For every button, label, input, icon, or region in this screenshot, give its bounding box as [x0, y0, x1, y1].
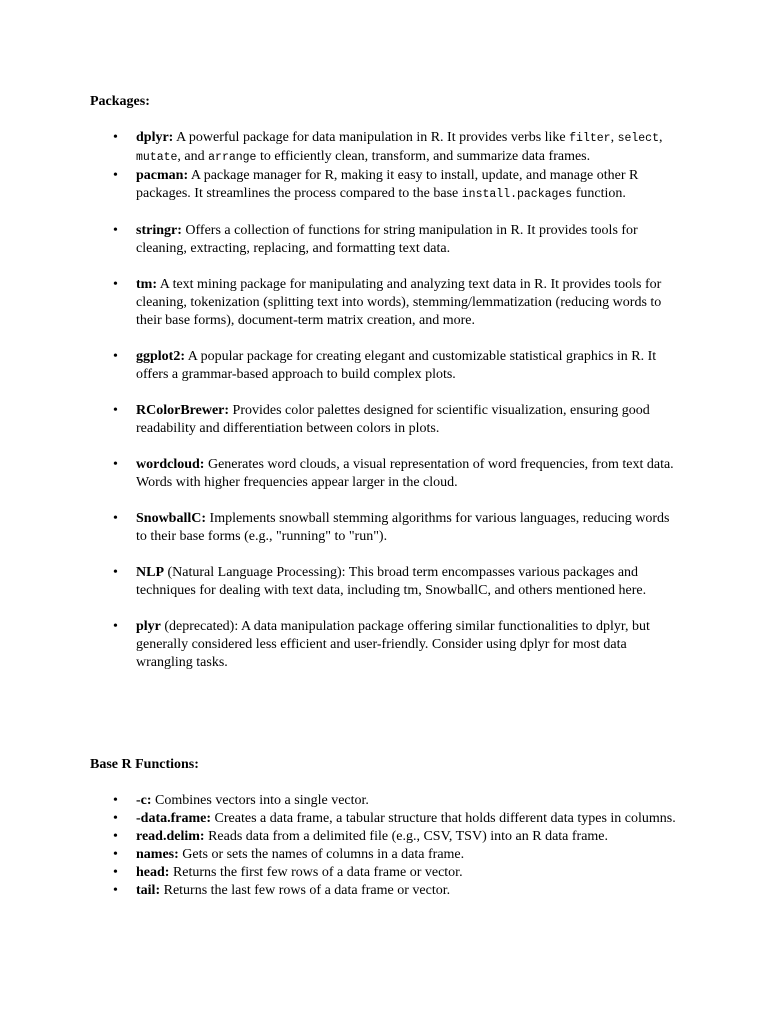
bullet-icon: • — [113, 847, 118, 862]
list-item — [0, 846, 768, 864]
bullet-icon: • — [113, 883, 118, 898]
bullet-icon: • — [113, 349, 118, 364]
item-description: A popular package for creating elegant and customizable statistical graphics in R. It offers a grammar-based approach to build complex plots. — [136, 349, 657, 382]
item-description: A powerful package for data manipulation in R. It provides verbs like — [173, 130, 570, 145]
bullet-icon: • — [113, 457, 118, 472]
packages-heading: Packages: — [90, 94, 150, 109]
item-description: Provides color palettes designed for scientific visualization, ensuring good readability and differentiation between colors in plots. — [136, 403, 650, 436]
list-item — [0, 456, 768, 492]
item-term: tail: — [136, 883, 161, 898]
item-term: -data.frame: — [136, 811, 212, 826]
item-description: Combines vectors into a single vector. — [151, 793, 369, 808]
item-description: A package manager for R, making it easy to install, update, and manage other R packages. It streamlines the process compared to the base — [136, 168, 639, 201]
item-term: dplyr: — [136, 130, 174, 145]
item-description: function. — [572, 186, 626, 201]
item-description: to efficiently clean, transform, and summarize data frames. — [256, 149, 591, 164]
bullet-icon: • — [113, 168, 118, 183]
list-item — [0, 129, 768, 167]
item-term: SnowballC: — [136, 511, 207, 526]
item-term: tm: — [136, 277, 157, 292]
list-item — [0, 564, 768, 600]
inline-code: select — [617, 132, 659, 145]
list-item — [0, 810, 768, 828]
item-description: Returns the first few rows of a data frame or vector. — [169, 865, 463, 880]
item-description: (Natural Language Processing): This broad term encompasses various packages and techniques for dealing with text data, including tm, SnowballC, and others mentioned here. — [136, 565, 647, 598]
bullet-icon: • — [113, 277, 118, 292]
item-description: , and — [177, 149, 209, 164]
inline-code: install.packages — [461, 188, 573, 201]
item-term: wordcloud: — [136, 457, 205, 472]
item-term: -c: — [136, 793, 152, 808]
inline-code: filter — [569, 132, 611, 145]
item-description: (deprecated): A data manipulation package offering similar functionalities to dplyr, but generally considered less efficient and user-friendly. Consider using dplyr for most data wrangling tasks. — [136, 619, 650, 670]
bullet-icon: • — [113, 223, 118, 238]
item-term: plyr — [136, 619, 161, 634]
base-r-functions-list — [0, 792, 768, 900]
list-item — [0, 792, 768, 810]
list-item — [0, 276, 768, 330]
list-item — [0, 348, 768, 384]
item-description: Returns the last few rows of a data frame or vector. — [160, 883, 451, 898]
packages-list — [0, 129, 768, 672]
list-item — [0, 882, 768, 900]
item-description: Gets or sets the names of columns in a data frame. — [178, 847, 465, 862]
bullet-icon: • — [113, 565, 118, 580]
item-description: , — [658, 130, 663, 145]
list-item — [0, 402, 768, 438]
bullet-icon: • — [113, 829, 118, 844]
bullet-icon: • — [113, 865, 118, 880]
item-term: stringr: — [136, 223, 182, 238]
bullet-icon: • — [113, 619, 118, 634]
item-description: , — [610, 130, 618, 145]
list-item — [0, 222, 768, 258]
item-term: NLP — [136, 565, 164, 580]
bullet-icon: • — [113, 403, 118, 418]
item-term: RColorBrewer: — [136, 403, 230, 418]
list-item — [0, 618, 768, 672]
inline-code: mutate — [136, 151, 178, 164]
item-description: Reads data from a delimited file (e.g., CSV, TSV) into an R data frame. — [204, 829, 609, 844]
inline-code: arrange — [208, 151, 257, 164]
item-term: head: — [136, 865, 170, 880]
item-term: ggplot2: — [136, 349, 185, 364]
item-description: Offers a collection of functions for string manipulation in R. It provides tools for cleaning, extracting, replacing, and formatting text data. — [136, 223, 638, 256]
base-r-functions-heading: Base R Functions: — [90, 757, 199, 772]
list-item — [0, 864, 768, 882]
list-item — [0, 510, 768, 546]
bullet-icon: • — [113, 511, 118, 526]
list-item — [0, 167, 768, 204]
item-term: names: — [136, 847, 179, 862]
item-description: Creates a data frame, a tabular structure that holds different data types in columns. — [211, 811, 676, 826]
bullet-icon: • — [113, 811, 118, 826]
bullet-icon: • — [113, 130, 118, 145]
bullet-icon: • — [113, 793, 118, 808]
item-description: Implements snowball stemming algorithms for various languages, reducing words to their base forms (e.g., "running" to "run"). — [136, 511, 670, 544]
item-description: A text mining package for manipulating and analyzing text data in R. It provides tools for cleaning, tokenization (splitting text into words), stemming/lemmatization (reducing words to their base forms), document-term matrix creation, and more. — [136, 277, 662, 328]
item-term: pacman: — [136, 168, 189, 183]
item-description: Generates word clouds, a visual representation of word frequencies, from text data. Words with higher frequencies appear larger in the cloud. — [136, 457, 674, 490]
item-term: read.delim: — [136, 829, 205, 844]
list-item — [0, 828, 768, 846]
